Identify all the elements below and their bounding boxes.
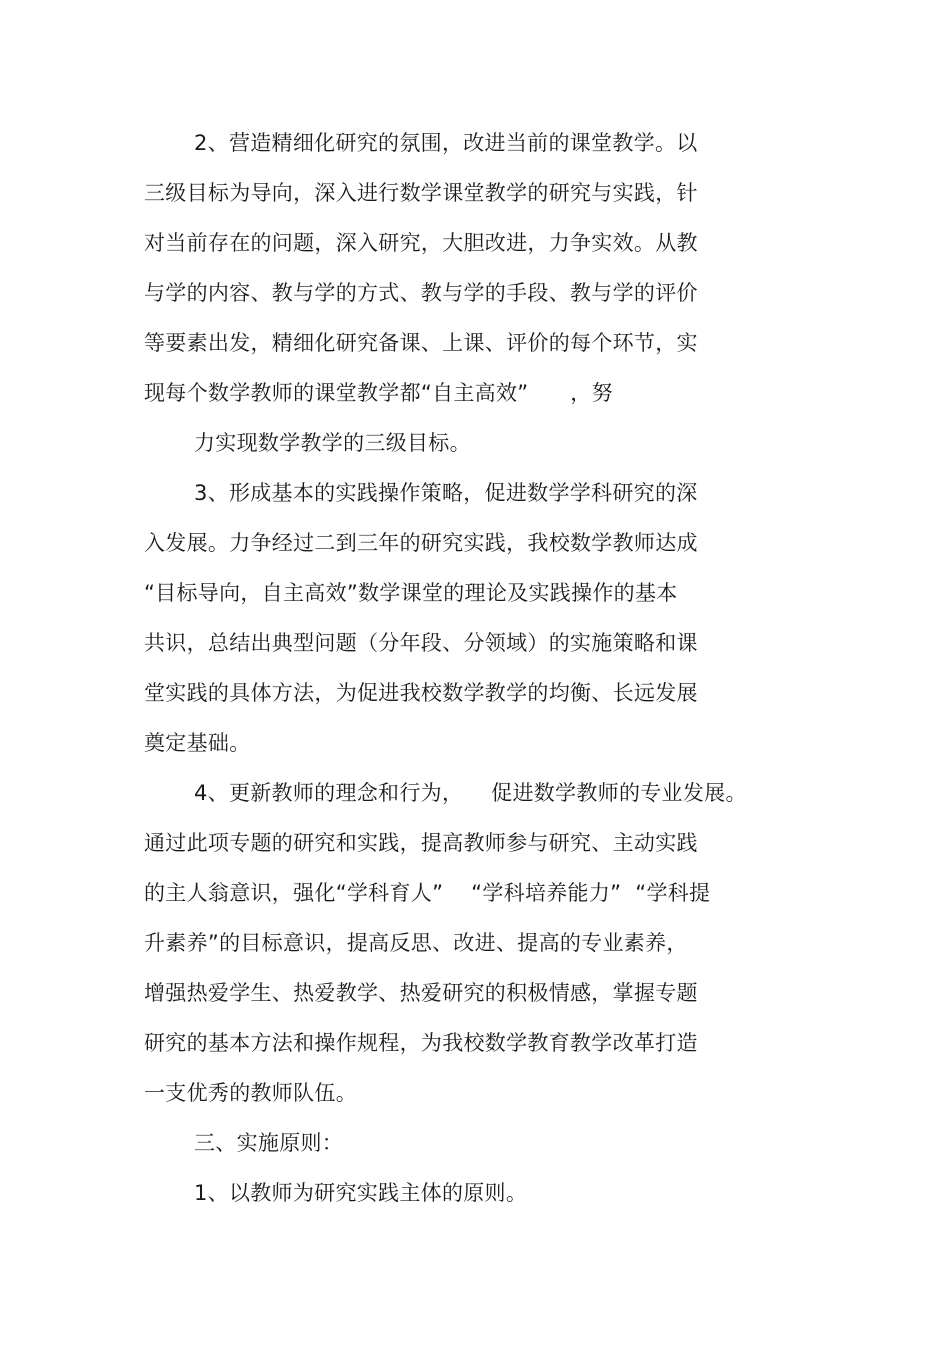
principle-1: 1、以教师为研究实践主体的原则。 bbox=[194, 1181, 528, 1205]
paragraph-4-line-4: 升素养”的目标意识，提高反思、改进、提高的专业素养， bbox=[144, 931, 688, 955]
paragraph-4-line-5: 增强热爱学生、热爱教学、热爱研究的积极情感，掌握专题 bbox=[144, 981, 698, 1005]
paragraph-2-line-1: 2、营造精细化研究的氛围，改进当前的课堂教学。以 bbox=[194, 131, 698, 155]
paragraph-2-line-4: 与学的内容、教与学的方式、教与学的手段、教与学的评价 bbox=[144, 281, 698, 305]
paragraph-3-line-5: 堂实践的具体方法，为促进我校数学教学的均衡、长远发展 bbox=[144, 681, 698, 705]
paragraph-3-line-1: 3、形成基本的实践操作策略，促进数学学科研究的深 bbox=[194, 481, 698, 505]
paragraph-4-line-6: 研究的基本方法和操作规程，为我校数学教育教学改革打造 bbox=[144, 1031, 698, 1055]
paragraph-3-line-2: 入发展。力争经过二到三年的研究实践，我校数学教师达成 bbox=[144, 531, 698, 555]
paragraph-2-line-7: 力实现数学教学的三级目标。 bbox=[194, 431, 471, 455]
section-heading-principles: 三、实施原则： bbox=[194, 1131, 344, 1155]
paragraph-3-line-4: 共识，总结出典型问题（分年段、分领域）的实施策略和课 bbox=[144, 631, 698, 655]
paragraph-4-line-7: 一支优秀的教师队伍。 bbox=[144, 1081, 357, 1105]
paragraph-2-line-5: 等要素出发，精细化研究备课、上课、评价的每个环节，实 bbox=[144, 331, 698, 355]
paragraph-3-line-6: 奠定基础。 bbox=[144, 731, 251, 755]
paragraph-4-line-3: 的主人翁意识，强化“学科育人” “学科培养能力” “学科提 bbox=[144, 881, 711, 905]
paragraph-2-line-2: 三级目标为导向，深入进行数学课堂教学的研究与实践，针 bbox=[144, 181, 698, 205]
paragraph-3-line-3: “目标导向，自主高效”数学课堂的理论及实践操作的基本 bbox=[144, 581, 678, 605]
paragraph-4-line-2: 通过此项专题的研究和实践，提高教师参与研究、主动实践 bbox=[144, 831, 698, 855]
paragraph-4-line-1: 4、更新教师的理念和行为， 促进数学教师的专业发展。 bbox=[194, 781, 747, 805]
paragraph-2-line-6: 现每个数学教师的课堂教学都“自主高效” ，努 bbox=[144, 381, 613, 405]
paragraph-2-line-3: 对当前存在的问题，深入研究，大胆改进，力争实效。从教 bbox=[144, 231, 698, 255]
